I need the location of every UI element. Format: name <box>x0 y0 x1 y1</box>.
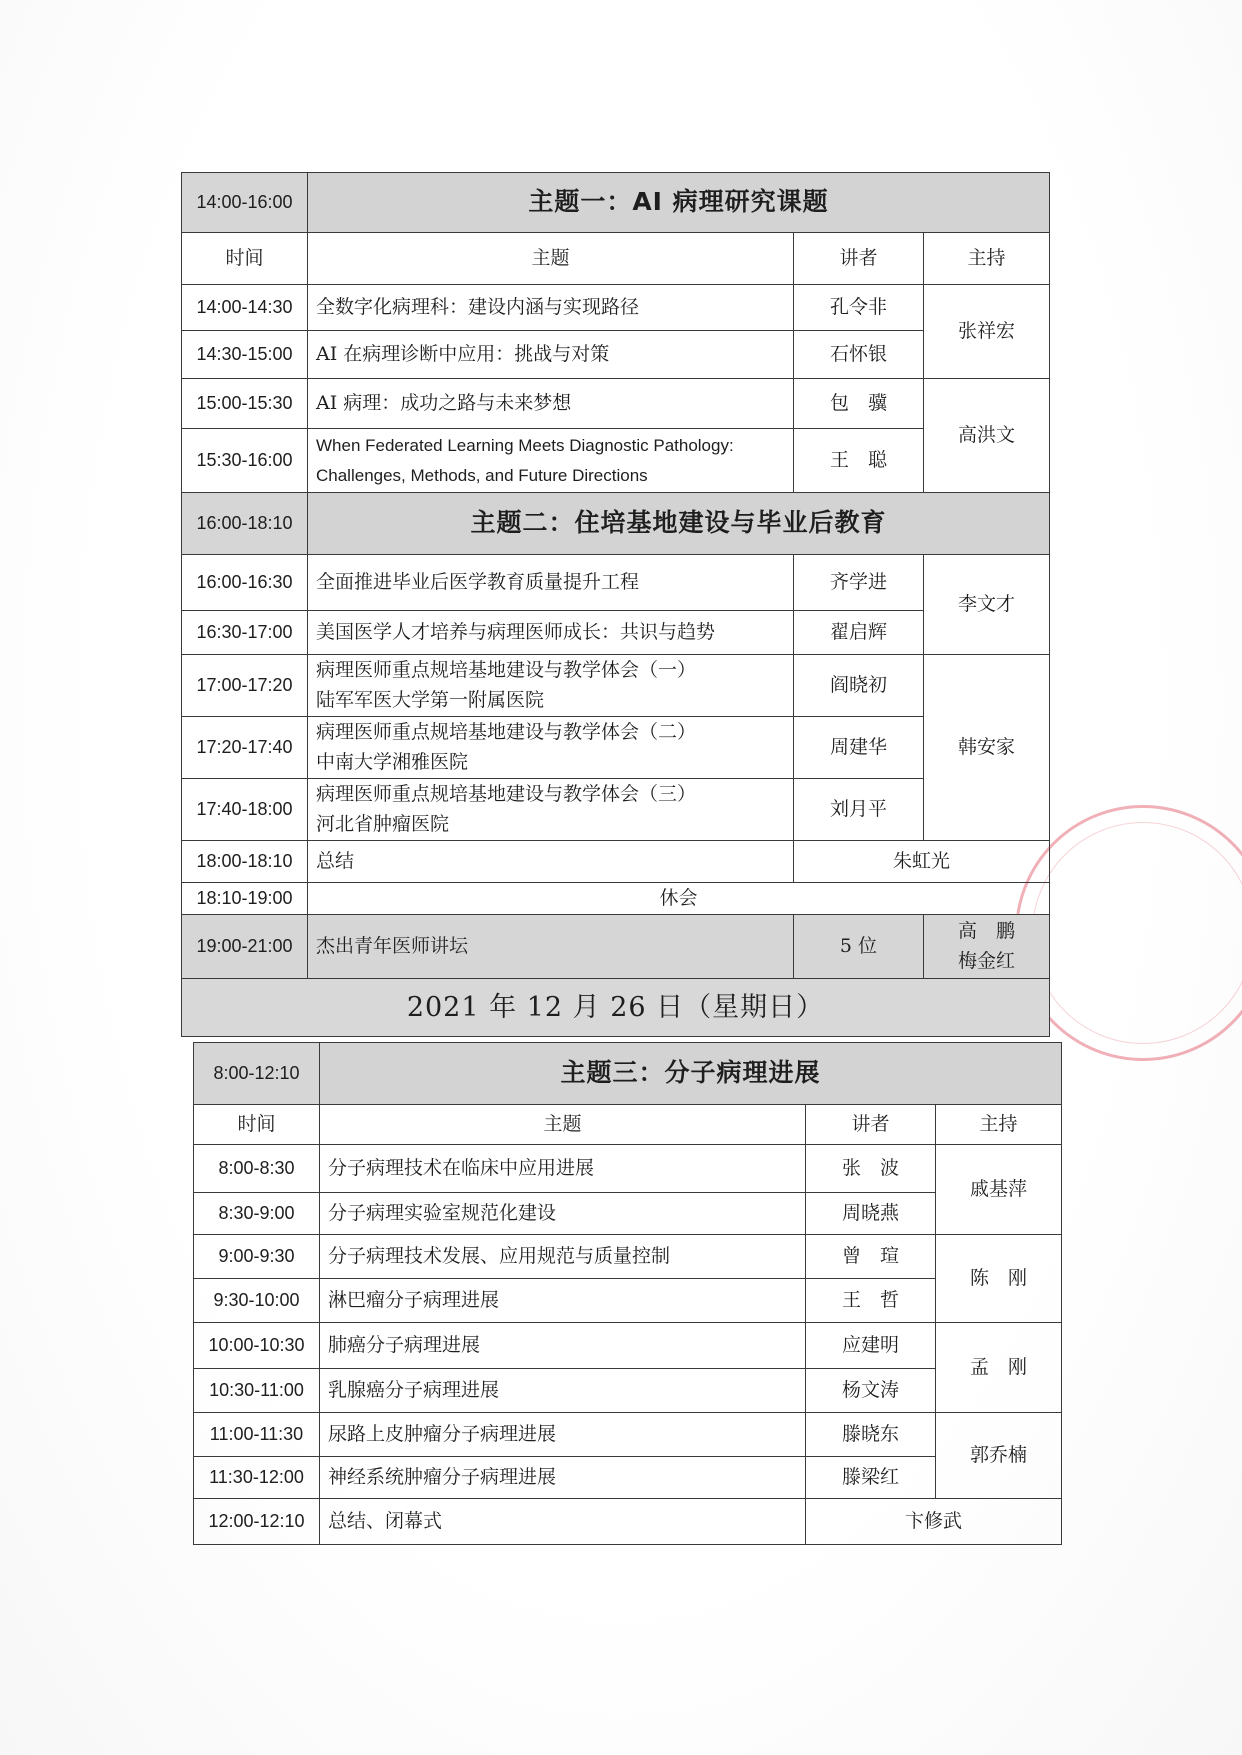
table-row <box>194 1369 1062 1413</box>
row-topic: 神经系统肿瘤分子病理进展 <box>320 1457 806 1499</box>
row-topic: 总结 <box>308 841 794 883</box>
row-host: 韩安家 <box>924 655 1050 841</box>
table-row <box>182 779 1050 841</box>
row-speaker: 翟启辉 <box>794 611 924 655</box>
row-speaker: 滕晓东 <box>806 1413 936 1457</box>
row-host: 郭乔楠 <box>936 1413 1062 1499</box>
row-topic: 杰出青年医师讲坛 <box>308 915 794 979</box>
table-row <box>194 1145 1062 1193</box>
row-time: 8:30-9:00 <box>194 1193 320 1235</box>
row-host: 孟 刚 <box>936 1323 1062 1413</box>
header-topic: 主题 <box>320 1105 806 1145</box>
row-topic: When Federated Learning Meets Diagnostic Pathology: Challenges, Methods, and Future Directions <box>308 429 794 493</box>
row-topic: 尿路上皮肿瘤分子病理进展 <box>320 1413 806 1457</box>
row-topic: 全数字化病理科：建设内涵与实现路径 <box>308 285 794 331</box>
row-speaker: 卞修武 <box>806 1499 1062 1545</box>
row-topic: 全面推进毕业后医学教育质量提升工程 <box>308 555 794 611</box>
row-host: 陈 刚 <box>936 1235 1062 1323</box>
table-row <box>194 1499 1062 1545</box>
table-row <box>182 611 1050 655</box>
header-topic: 主题 <box>308 233 794 285</box>
schedule-table-afternoon <box>181 172 1050 1037</box>
row-topic: 总结、闭幕式 <box>320 1499 806 1545</box>
row-topic: 分子病理实验室规范化建设 <box>320 1193 806 1235</box>
topic-line-1: 病理医师重点规培基地建设与教学体会（二） <box>316 721 697 744</box>
row-speaker: 王 哲 <box>806 1279 936 1323</box>
row-time: 10:30-11:00 <box>194 1369 320 1413</box>
row-topic: 分子病理技术在临床中应用进展 <box>320 1145 806 1193</box>
table-row <box>182 915 1050 979</box>
row-time: 17:00-17:20 <box>182 655 308 717</box>
row-speaker: 5 位 <box>794 915 924 979</box>
row-time: 19:00-21:00 <box>182 915 308 979</box>
row-time: 10:00-10:30 <box>194 1323 320 1369</box>
host-line-2: 梅金红 <box>958 949 1016 972</box>
table-row <box>182 841 1050 883</box>
schedule-table-morning <box>193 1042 1062 1545</box>
row-time: 16:00-16:30 <box>182 555 308 611</box>
row-speaker: 应建明 <box>806 1323 936 1369</box>
row-speaker: 孔令非 <box>794 285 924 331</box>
table-row <box>194 1323 1062 1369</box>
topic-line-2: 中南大学湘雅医院 <box>316 750 469 773</box>
row-speaker: 曾 瑄 <box>806 1235 936 1279</box>
row-topic: 分子病理技术发展、应用规范与质量控制 <box>320 1235 806 1279</box>
row-speaker: 滕梁红 <box>806 1457 936 1499</box>
row-host: 高洪文 <box>924 379 1050 493</box>
table-row <box>194 1235 1062 1279</box>
row-topic: AI 在病理诊断中应用：挑战与对策 <box>308 331 794 379</box>
row-host: 张祥宏 <box>924 285 1050 379</box>
header-speaker: 讲者 <box>794 233 924 285</box>
row-topic: AI 病理：成功之路与未来梦想 <box>308 379 794 429</box>
table-row <box>194 1413 1062 1457</box>
row-time: 15:00-15:30 <box>182 379 308 429</box>
table-row <box>182 655 1050 717</box>
section-title: 主题一：AI 病理研究课题 <box>308 173 1050 233</box>
header-time: 时间 <box>182 233 308 285</box>
row-speaker: 阎晓初 <box>794 655 924 717</box>
row-host: 李文才 <box>924 555 1050 655</box>
row-topic <box>308 655 794 717</box>
table-row <box>182 429 1050 493</box>
table-row <box>182 331 1050 379</box>
row-speaker: 杨文涛 <box>806 1369 936 1413</box>
row-speaker: 齐学进 <box>794 555 924 611</box>
row-speaker: 张 波 <box>806 1145 936 1193</box>
row-speaker: 王 聪 <box>794 429 924 493</box>
row-speaker: 周建华 <box>794 717 924 779</box>
row-speaker: 刘月平 <box>794 779 924 841</box>
row-time: 12:00-12:10 <box>194 1499 320 1545</box>
topic-line-2: 陆军军医大学第一附属医院 <box>316 688 545 711</box>
row-speaker: 石怀银 <box>794 331 924 379</box>
row-topic <box>308 717 794 779</box>
row-time: 15:30-16:00 <box>182 429 308 493</box>
table-row <box>182 379 1050 429</box>
section-time: 16:00-18:10 <box>182 493 308 555</box>
topic-line-1: 病理医师重点规培基地建设与教学体会（一） <box>316 659 697 682</box>
header-host: 主持 <box>924 233 1050 285</box>
table-row <box>194 1279 1062 1323</box>
section-title: 主题三：分子病理进展 <box>320 1043 1062 1105</box>
header-host: 主持 <box>936 1105 1062 1145</box>
date-bar: 2021 年 12 月 26 日（星期日） <box>182 979 1050 1037</box>
table-row <box>182 555 1050 611</box>
row-host <box>924 915 1050 979</box>
row-topic: 淋巴瘤分子病理进展 <box>320 1279 806 1323</box>
row-time: 17:40-18:00 <box>182 779 308 841</box>
row-topic: 美国医学人才培养与病理医师成长：共识与趋势 <box>308 611 794 655</box>
break-label: 休会 <box>308 883 1050 915</box>
table-row <box>194 1193 1062 1235</box>
row-topic: 肺癌分子病理进展 <box>320 1323 806 1369</box>
header-time: 时间 <box>194 1105 320 1145</box>
section-title: 主题二：住培基地建设与毕业后教育 <box>308 493 1050 555</box>
row-time: 18:00-18:10 <box>182 841 308 883</box>
row-host: 戚基萍 <box>936 1145 1062 1235</box>
host-line-1: 高 鹏 <box>958 920 1016 943</box>
table-row <box>182 883 1050 915</box>
table-row <box>182 717 1050 779</box>
row-time: 16:30-17:00 <box>182 611 308 655</box>
row-topic: 乳腺癌分子病理进展 <box>320 1369 806 1413</box>
table-row <box>182 285 1050 331</box>
row-speaker: 周晓燕 <box>806 1193 936 1235</box>
header-speaker: 讲者 <box>806 1105 936 1145</box>
row-time: 17:20-17:40 <box>182 717 308 779</box>
row-time: 18:10-19:00 <box>182 883 308 915</box>
row-time: 11:00-11:30 <box>194 1413 320 1457</box>
section-time: 14:00-16:00 <box>182 173 308 233</box>
topic-line-2: 河北省肿瘤医院 <box>316 812 450 835</box>
row-time: 14:00-14:30 <box>182 285 308 331</box>
topic-line-1: 病理医师重点规培基地建设与教学体会（三） <box>316 783 697 806</box>
row-speaker: 包 骥 <box>794 379 924 429</box>
row-time: 9:00-9:30 <box>194 1235 320 1279</box>
row-time: 9:30-10:00 <box>194 1279 320 1323</box>
row-topic <box>308 779 794 841</box>
row-speaker: 朱虹光 <box>794 841 1050 883</box>
section-time: 8:00-12:10 <box>194 1043 320 1105</box>
row-time: 14:30-15:00 <box>182 331 308 379</box>
row-time: 8:00-8:30 <box>194 1145 320 1193</box>
table-row <box>194 1457 1062 1499</box>
row-time: 11:30-12:00 <box>194 1457 320 1499</box>
